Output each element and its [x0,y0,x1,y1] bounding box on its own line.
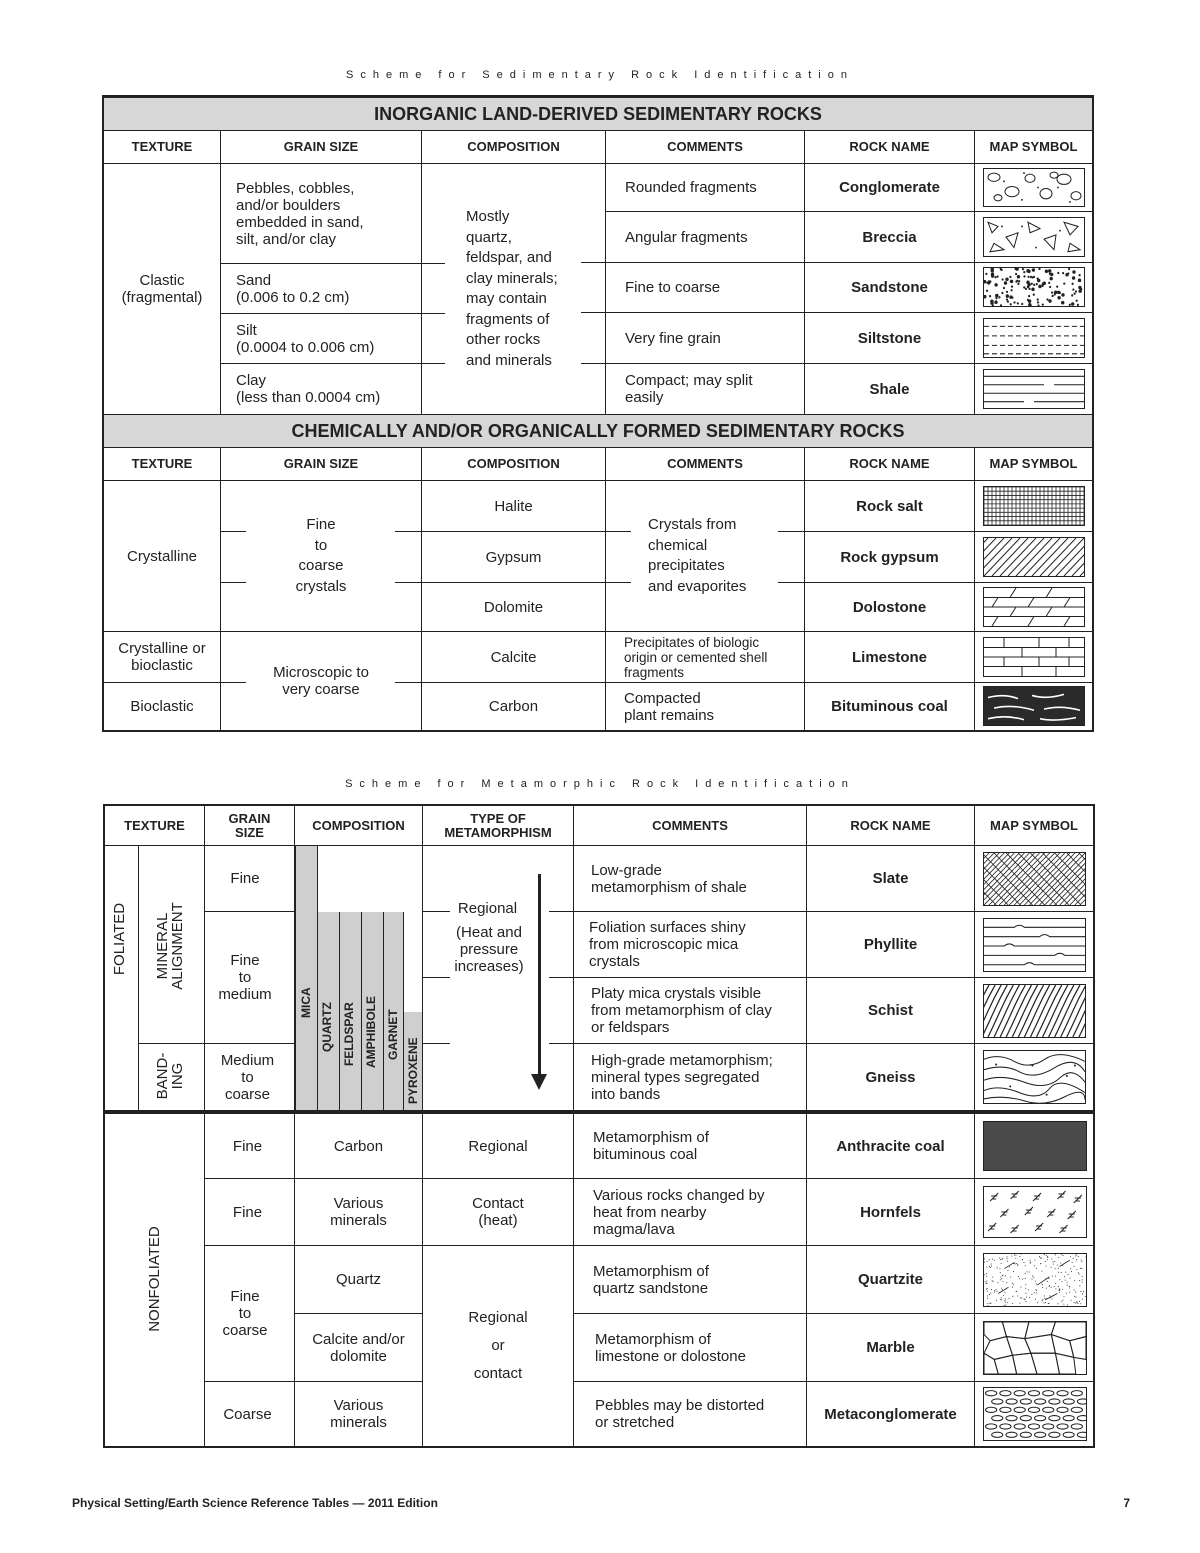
slate-symbol [983,852,1086,906]
phyllite-symbol [983,918,1086,972]
meta-header-texture: TEXTURE [124,817,185,833]
chem-header-grain-size: GRAIN SIZE [283,456,359,471]
label-foliated: FOLIATED [111,902,128,976]
non-comment-marble: Metamorphism of limestone or dolostone [595,1330,746,1365]
rock-slate: Slate [872,870,909,887]
rock-metaconglomerate: Metaconglomerate [824,1405,957,1423]
type-regional-foliated: Regional [457,899,518,917]
sandstone-symbol [983,267,1085,307]
page-number: 7 [1123,1496,1130,1510]
rock-phyllite: Phyllite [863,936,918,953]
rock-dolostone: Dolostone [852,598,927,616]
rock-gypsum-symbol [983,537,1085,577]
comment-high-grade: High-grade metamorphism; mineral types segregated into bands [591,1051,773,1103]
texture-crystalline-or-bioclastic: Crystalline or bioclastic [118,640,206,674]
label-banding: BAND- ING [154,1052,186,1100]
composition-gypsum: Gypsum [485,548,542,566]
rock-schist: Schist [867,1002,913,1019]
increase-arrow-shaft [538,874,541,1078]
mineral-label-pyroxene: PYROXENE [406,1037,420,1104]
grain-microscopic: Microscopic to very coarse [273,664,369,698]
non-type-contact: Contact (heat) [472,1195,524,1229]
rock-bituminous-coal: Bituminous coal [831,698,948,715]
anthracite-symbol [983,1121,1087,1171]
comment-crystals-from-chemical: Crystals from chemical precipitates and evaporites [648,516,747,595]
dolostone-symbol [983,587,1085,627]
chem-header-rock-name: ROCK NAME [849,456,930,471]
header-texture: TEXTURE [131,139,193,154]
header-comments: COMMENTS [667,139,743,154]
non-comment-hornfels: Various rocks changed by heat from nearby magma/lava [593,1186,765,1238]
non-comp-various-2: Various minerals [330,1397,387,1431]
label-mineral-alignment: MINERAL ALIGNMENT [154,902,186,990]
meta-grain-fine: Fine [230,870,260,887]
meta-header-composition: COMPOSITION [312,817,405,833]
marble-symbol [983,1321,1087,1375]
non-type-regional-or-contact: Regional or contact [468,1309,528,1382]
quartzite-symbol [983,1253,1087,1307]
comment-low-grade: Low-grade metamorphism of shale [591,861,747,896]
comment-precipitates-biologic: Precipitates of biologic origin or cemented shell fragments [624,634,768,680]
meta-header-grain-size: GRAIN SIZE [228,810,271,840]
chem-header-comments: COMMENTS [667,456,743,471]
rock-sandstone: Sandstone [851,279,928,296]
texture-clastic: Clastic (fragmental) [121,272,203,306]
non-grain-fine-coarse: Fine to coarse [222,1288,268,1339]
rock-rock-salt: Rock salt [856,497,923,515]
non-comp-carbon: Carbon [333,1137,384,1155]
mineral-bar-mica [295,846,318,1110]
comment-rounded: Rounded fragments [625,179,757,196]
meta-header-comments: COMMENTS [652,817,728,833]
conglomerate-symbol [983,168,1085,207]
metaconglomerate-symbol [983,1387,1087,1441]
comment-fine-coarse: Fine to coarse [625,279,721,296]
mineral-label-feldspar: FELDSPAR [342,1002,356,1066]
schist-symbol [983,984,1086,1038]
non-comp-various-1: Various minerals [330,1195,387,1229]
rock-shale: Shale [869,380,910,398]
comment-angular: Angular fragments [625,228,748,246]
rock-breccia: Breccia [862,228,917,246]
rock-conglomerate: Conglomerate [839,179,940,196]
texture-crystalline: Crystalline [126,547,198,565]
chem-header-composition: COMPOSITION [467,456,560,471]
composition-calcite: Calcite [490,648,537,666]
rock-siltstone: Siltstone [857,329,922,347]
comment-compact: Compact; may split easily [625,372,753,406]
rock-rock-gypsum: Rock gypsum [840,548,939,566]
bituminous-coal-symbol [983,686,1085,726]
composition-halite: Halite [494,497,533,515]
grain-sand: Sand (0.006 to 0.2 cm) [236,271,350,306]
non-grain-fine-2: Fine [232,1203,263,1221]
breccia-symbol [983,217,1085,257]
non-comp-calcite: Calcite and/or dolomite [312,1330,405,1365]
mineral-label-amphibole: AMPHIBOLE [364,996,378,1068]
non-comp-quartz: Quartz [335,1271,381,1288]
header-composition: COMPOSITION [467,139,560,154]
non-comment-quartzite: Metamorphism of quartz sandstone [593,1262,709,1297]
shale-symbol [983,369,1085,409]
meta-header-type: TYPE OF METAMORPHISM [444,810,552,840]
chem-header-map-symbol: MAP SYMBOL [989,456,1078,471]
footer-title: Physical Setting/Earth Science Reference Tables — 2011 Edition [72,1496,438,1510]
hornfels-symbol [983,1186,1087,1238]
increase-arrow-head [531,1074,547,1090]
non-grain-coarse: Coarse [223,1405,272,1423]
chemical-title: CHEMICALLY AND/OR ORGANICALLY FORMED SEDIMENTARY ROCKS [104,414,1092,448]
label-nonfoliated: NONFOLIATED [146,1226,163,1332]
type-regional-note: (Heat and pressure increases) [454,923,524,975]
grain-fine-to-coarse-crystals: Fine to coarse crystals [295,516,347,595]
meta-header-rock-name: ROCK NAME [850,817,931,833]
rock-gneiss: Gneiss [865,1068,916,1086]
chem-header-texture: TEXTURE [131,456,193,471]
meta-grain-medium-coarse: Medium to coarse [220,1051,275,1103]
sedimentary-caption: Scheme for Sedimentary Rock Identification [346,69,854,81]
limestone-symbol [983,637,1085,677]
rock-salt-symbol [983,486,1085,526]
composition-clastic: Mostly quartz, feldspar, and clay minerals; may contain fragments of other rocks and minerals [466,208,558,369]
mineral-label-quartz: QUARTZ [320,1002,334,1052]
grain-silt: Silt (0.0004 to 0.006 cm) [236,321,375,356]
comment-very-fine: Very fine grain [625,329,721,347]
non-comment-metaconglomerate: Pebbles may be distorted or stretched [595,1397,765,1431]
meta-grain-fine-medium: Fine to medium [218,952,272,1003]
header-map-symbol: MAP SYMBOL [989,139,1078,154]
header-grain-size: GRAIN SIZE [283,139,359,154]
texture-bioclastic: Bioclastic [130,698,194,715]
composition-carbon: Carbon [488,698,539,715]
rock-marble: Marble [866,1339,915,1356]
metamorphic-caption: Scheme for Metamorphic Rock Identification [345,778,855,790]
non-type-regional: Regional [468,1137,528,1155]
mineral-label-garnet: GARNET [386,1009,400,1060]
grain-pebbles: Pebbles, cobbles, and/or boulders embedded in sand, silt, and/or clay [236,179,364,248]
rock-anthracite-coal: Anthracite coal [836,1137,945,1155]
comment-compacted-plant: Compacted plant remains [624,689,715,724]
meta-header-map-symbol: MAP SYMBOL [990,817,1078,833]
siltstone-symbol [983,318,1085,358]
mineral-label-mica: MICA [299,987,313,1018]
grain-clay: Clay (less than 0.0004 cm) [236,372,381,406]
non-grain-fine-1: Fine [232,1137,263,1155]
rock-limestone: Limestone [851,648,927,666]
non-comment-anthracite: Metamorphism of bituminous coal [593,1129,709,1163]
composition-dolomite: Dolomite [483,598,544,616]
comment-foliation-shiny: Foliation surfaces shiny from microscopic mica crystals [589,919,746,970]
gneiss-symbol [983,1050,1086,1104]
rock-hornfels: Hornfels [860,1203,921,1221]
rock-quartzite: Quartzite [857,1271,923,1288]
inorganic-title: INORGANIC LAND-DERIVED SEDIMENTARY ROCKS [104,97,1092,131]
header-rock-name: ROCK NAME [849,139,930,154]
comment-platy-mica: Platy mica crystals visible from metamorphism of clay or feldspars [591,985,772,1036]
